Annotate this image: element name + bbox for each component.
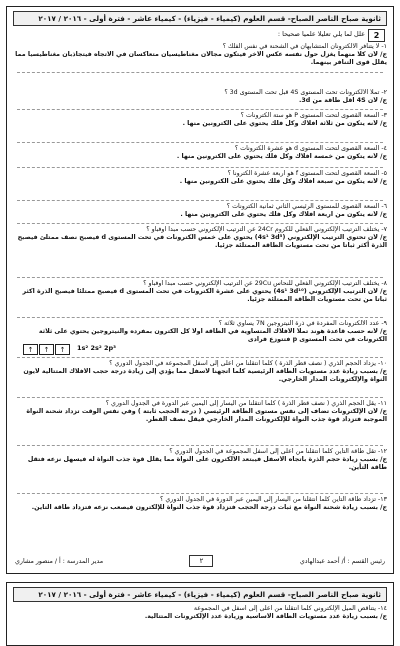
question-item	[13, 226, 387, 260]
orbital-box: ↑	[23, 344, 38, 355]
divider	[17, 167, 383, 168]
question-text: ٥- السعة القصوى لتحت المستوى f هو أربعة عشرة الكترونا ؟	[227, 170, 387, 177]
question-text: ٨- يختلف الترتيب الإلكتروني الفعلي للنحاس 29Cu عن الترتيب الإلكتروني حسب مبدأ أوفباو ؟	[143, 280, 387, 287]
question-item	[13, 170, 387, 188]
divider	[17, 200, 383, 201]
header-title: ثانوية صباح الناصر الصباح- قسم العلوم (كيمياء - فيزياء) - كيمياء عاشر - فترة أولى - ٢٠١٦ / ٢٠١٧	[38, 14, 381, 23]
answer-text: ج/ بسبب زيادة حجم الذرة باتجاه الأسفل فيبتعد الالكترون على النواة مما يقلل قوة جذب النواة له فيسهل نزعه فتقل طاقة التأين.	[27, 456, 387, 471]
answer-text: ج/ لأنه حسب قاعدة هوند تملأ الأفلاك المتساوية في الطاقة أولا كل الكترون بمفرده والنيتروجين يحتوي على ثلاثة الكترونات في تحت المستوى p فتتوزع فرادى	[38, 328, 387, 343]
question-item	[13, 145, 387, 163]
question-number-box: 2	[368, 29, 385, 42]
page-number: ٢	[189, 555, 213, 567]
answer-text: ج/ بسبب زيادة عدد مستويات الطاقة الأساسية وزيادة عدد الإلكترونات المتتالية.	[144, 613, 387, 620]
question-item	[13, 448, 387, 482]
question-item	[13, 320, 387, 346]
question-text: ١٣- تزداد طاقة التأين كلما انتقلنا من اليسار إلى اليمين عبر الدورة في الجدول الدوري ؟	[160, 496, 387, 503]
divider	[17, 445, 383, 446]
question-text: ١٠- يزداد الحجم الذري ( نصف قطر الذرة ) كلما انتقلنا من أعلى إلى أسفل المجموعة في الجدول الدوري ؟	[109, 360, 387, 367]
orbital-box: ↑	[55, 344, 70, 355]
answer-text: ج/ لأن تحتوي الترتيب الإلكتروني (4s¹ 3d⁵) يحتوي على خمس الكترونات في تحت المستوى d فيصبح نصف ممتلئ فيصبح الذرة أكثر ثباتا من تحت مستويات الطاقة الممتلئة جزئيا.	[17, 234, 387, 249]
question-item	[13, 203, 387, 221]
question-text: ٣- السعة القصوى لتحت المستوى P هو ستة الكترونات ؟	[240, 112, 387, 119]
question-item	[13, 112, 387, 130]
answer-text: ج/ بسبب زيادة شحنة النواة مع ثبات درجة الحجب فتزداد قوة جذب النواة للإلكترون فيصعب نزعه فتزداد طاقة التأين.	[31, 504, 387, 511]
nitrogen-orbital-diagram	[23, 344, 70, 355]
divider	[17, 397, 383, 398]
divider	[17, 357, 383, 358]
divider	[17, 72, 383, 73]
divider	[17, 109, 383, 110]
page-header	[13, 11, 387, 26]
instruction-text: علل لما يلي تعليلا علميا صحيحا :	[277, 30, 365, 38]
divider	[17, 142, 383, 143]
answer-text: ج/ لأن 4S أقل طاقة من 3d.	[299, 97, 387, 104]
divider	[17, 317, 383, 318]
answer-text: ج/ لأنه يتكون من أربعة أفلاك وكل فلك يحتوي على الكترونين منها .	[180, 211, 387, 218]
orbital-box: ↑	[39, 344, 54, 355]
page-footer	[15, 554, 385, 568]
question-item	[13, 400, 387, 442]
worksheet-page-2	[6, 582, 394, 646]
worksheet-page	[6, 6, 394, 574]
question-text: ٤- السعة القصوى لتحت المستوى d هو عشرة الكترونات ؟	[234, 145, 387, 152]
question-item	[13, 605, 387, 639]
page-header	[13, 587, 387, 602]
question-item	[13, 43, 387, 69]
question-item	[13, 89, 387, 107]
school-principal: مدير المدرسة : أ / منصور مشاري	[15, 557, 104, 565]
answer-text: ج/ لأن كلا منهما يغزل حول نفسه عكس الآخر فيتكون مجالان مغناطيسيان متعاكسان في الاتجاه فيتجاذبان مغناطيسيا مما يقلل قوى التنافر بينهما.	[15, 51, 387, 66]
question-text: ٢- تملأ الالكترونات تحت المستوى 4S قبل تحت المستوى 3d ؟	[224, 89, 387, 96]
question-text: ٦- السعة القصوى للمستوى الرئيسي الثاني ثمانية الكترونات ؟	[226, 203, 387, 210]
answer-text: ج/ لأن الترتيب الإلكتروني (4s¹ 3d¹⁰) يحتوي على عشرة الكترونات في تحت المستوى d فيصبح ممتلئا فيصبح الذرة أكثر ثباتا من تحت مستويات الطاقة الممتلئة جزئيا.	[22, 288, 387, 303]
question-text: ١٤- يتناقص الميل الإلكتروني كلما انتقلنا من أعلى إلى أسفل في المجموعة	[193, 605, 387, 612]
answer-text: ج/ لأن الإلكترونات تضاف إلى نفس مستوى الطاقة الرئيسي ( درجة الحجب ثابتة ) وفي نفس الوقت تزداد شحنة النواة الموجبة فتزداد قوة جذب النواة للإلكترونات المدار الخارجي فيقل نصف القطر.	[26, 408, 387, 423]
question-text: ١١- يقل الحجم الذري ( نصف قطر الذرة ) كلما انتقلنا من اليسار إلى اليمين عبر الدورة في الجدول الدوري ؟	[105, 400, 387, 407]
divider	[17, 493, 383, 494]
answer-text: ج/ لأنه يتكون من ثلاثة أفلاك وكل فلك يحتوي على الكترونين منها .	[182, 120, 387, 127]
divider	[17, 277, 383, 278]
answer-text: ج/ لأنه يتكون من خمسة أفلاك وكل فلك يحتوي على الكترونين منها .	[176, 153, 387, 160]
divider	[17, 223, 383, 224]
electron-configuration: 1s² 2s² 2p³	[77, 344, 117, 352]
question-text: ١٢- تقل طاقة التأين كلما انتقلنا من أعلى إلى أسفل المجموعة في الجدول الدوري ؟	[169, 448, 387, 455]
question-item	[13, 280, 387, 314]
question-text: ١- لا يتنافر الالكترونان المتشابهان في الشحنة في نفس الفلك ؟	[222, 43, 387, 50]
question-text: ٩- عدد الالكترونات المفردة في ذرة النيتروجين 7N يساوي ثلاثة ؟	[218, 320, 387, 327]
answer-text: ج/ لأنه يتكون من سبعة أفلاك وكل فلك يحتوي على الكترونين منها .	[179, 178, 387, 185]
head-of-department: رئيس القسم : أ/ أحمد عبدالهادي	[299, 557, 385, 565]
answer-text: ج/ بسبب زيادة عدد مستويات الطاقة الرئيسية كلما اتجهنا لأسفل مما يؤدي إلى زيادة درجة حجب الأفلاك المتتالية لأيون النواة والإلكترونات المدار الخارجي.	[23, 368, 387, 383]
question-text: ٧- يختلف الترتيب الإلكتروني الفعلي للكروم 24Cr عن الترتيب الإلكتروني حسب مبدأ أوفباو ؟	[146, 226, 387, 233]
question-item	[13, 360, 387, 394]
header-title: ثانوية صباح الناصر الصباح- قسم العلوم (كيمياء - فيزياء) - كيمياء عاشر - فترة أولى - ٢٠١٦ / ٢٠١٧	[38, 590, 381, 599]
question-item	[13, 496, 387, 530]
